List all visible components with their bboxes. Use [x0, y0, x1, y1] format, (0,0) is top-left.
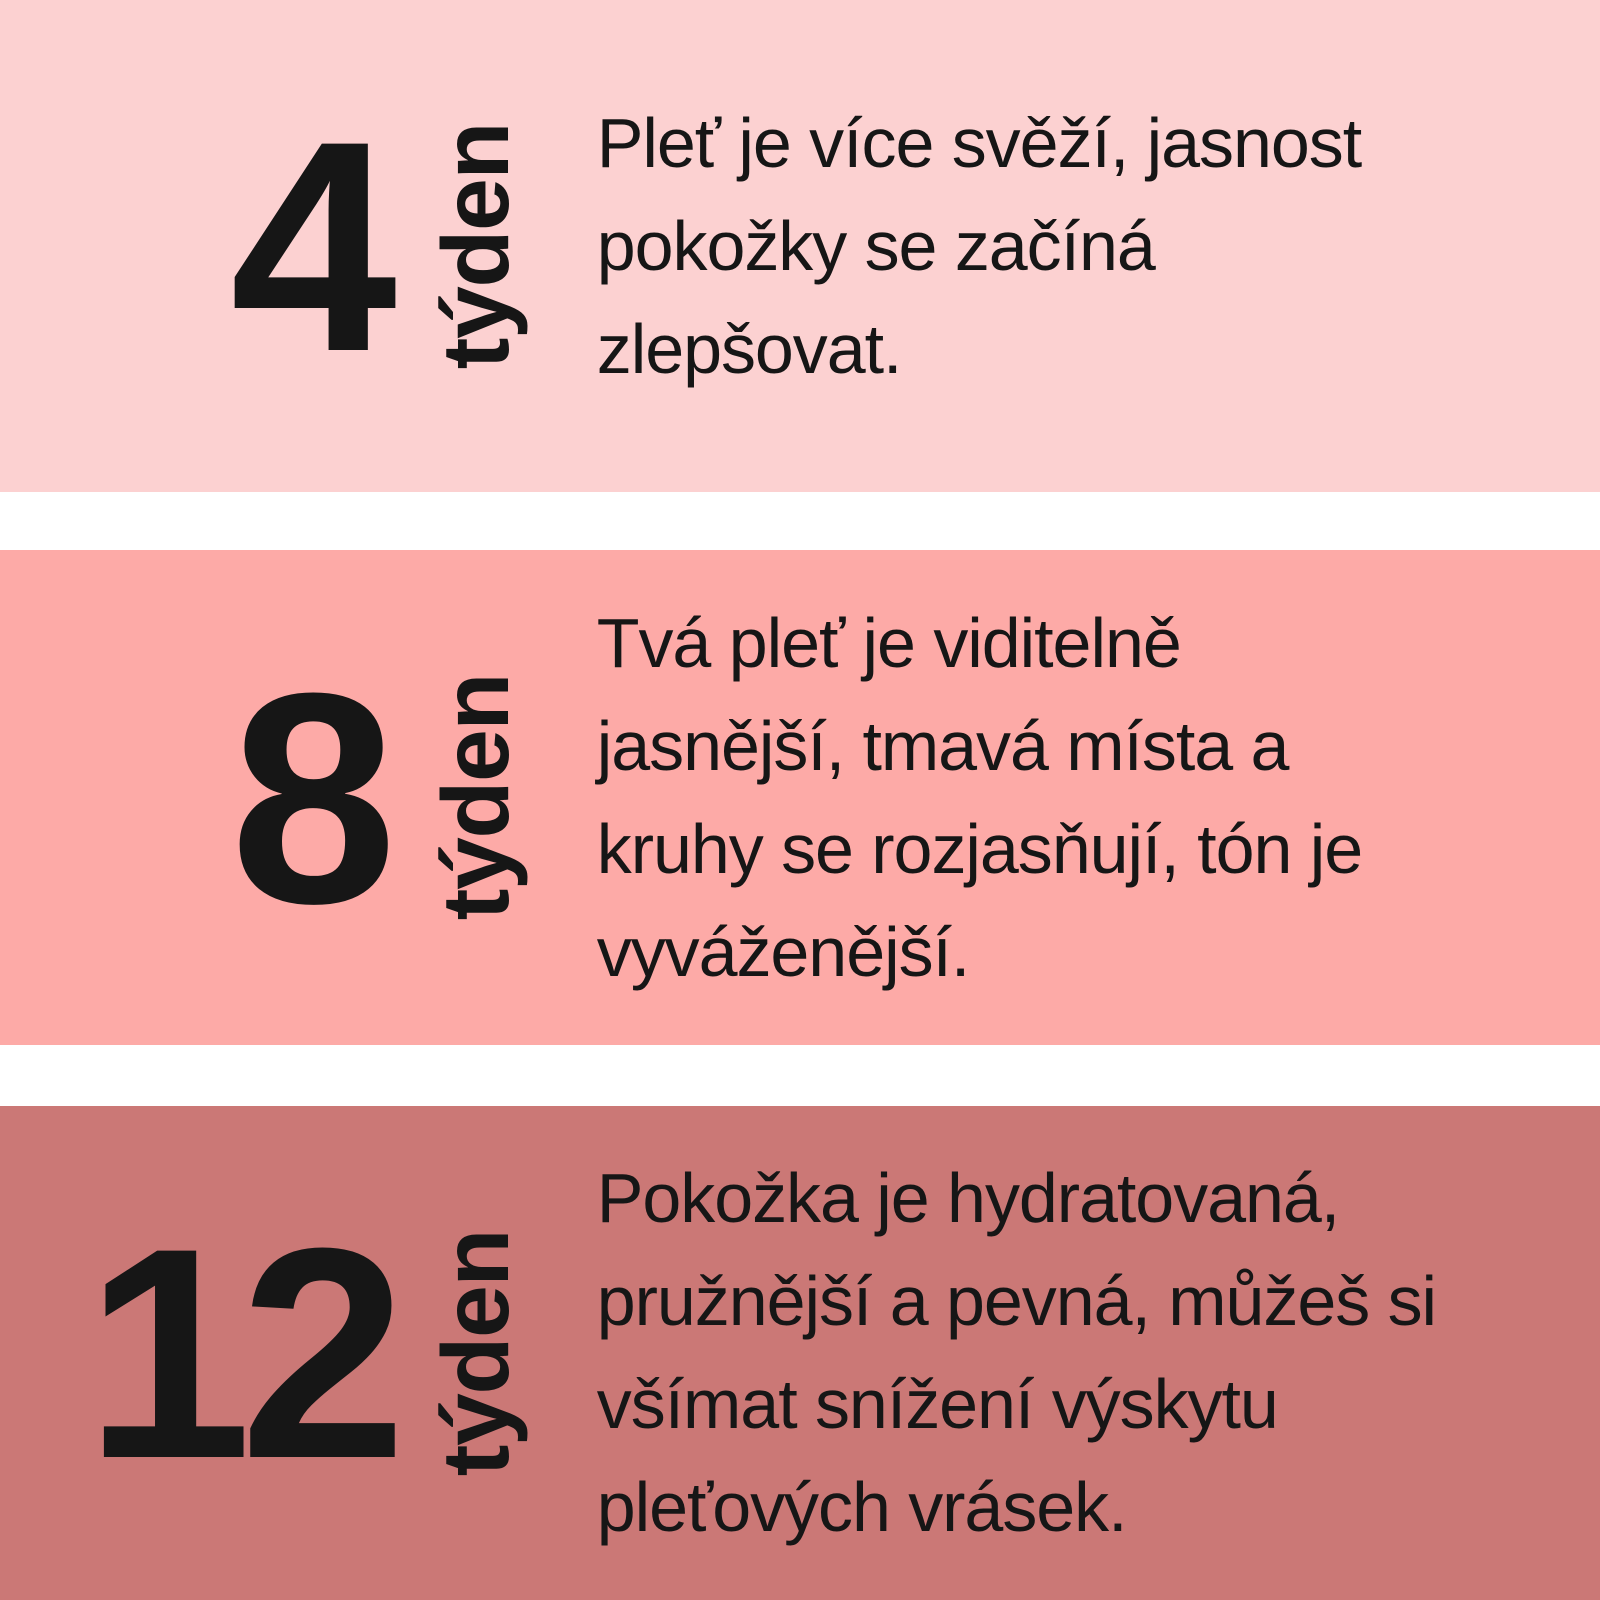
week-4-label-rotated: týden: [423, 122, 529, 370]
week-8-number-group: [85, 629, 529, 966]
description-line: jasnější, tmavá místa a: [596, 706, 1289, 785]
week-8-row: [0, 550, 1600, 1045]
week-12-label-rotated: týden: [423, 1229, 529, 1477]
week-4-description: [597, 92, 1361, 401]
week-12-number-group: [85, 1185, 529, 1521]
description-line: Tvá pleť je viditelně: [596, 603, 1181, 682]
week-4-number-group: [85, 78, 529, 414]
description-line: kruhy se rozjasňují, tón je: [596, 809, 1363, 888]
week-4-number: 4: [230, 78, 385, 414]
description-line: vyváženější.: [596, 912, 970, 991]
row-divider: [0, 1045, 1600, 1106]
description-line: Pokožka je hydratovaná,: [596, 1159, 1340, 1237]
description-line: všímat snížení výskytu: [596, 1365, 1278, 1443]
row-divider: [0, 492, 1600, 550]
week-4-row: [0, 0, 1600, 492]
week-12-number: 12: [85, 1185, 395, 1521]
week-8-description: [597, 592, 1362, 1004]
description-line: zlepšovat.: [596, 309, 902, 388]
description-line: pleťových vrásek.: [596, 1468, 1127, 1546]
week-8-label-rotated: týden: [423, 674, 529, 921]
description-line: pokožky se začíná: [596, 206, 1155, 285]
description-line: Pleť je více svěží, jasnost: [596, 103, 1362, 182]
week-12-row: [0, 1106, 1600, 1600]
week-12-description: [597, 1147, 1436, 1559]
description-line: pružnější a pevná, můžeš si: [596, 1262, 1437, 1340]
week-8-number: 8: [230, 629, 385, 966]
